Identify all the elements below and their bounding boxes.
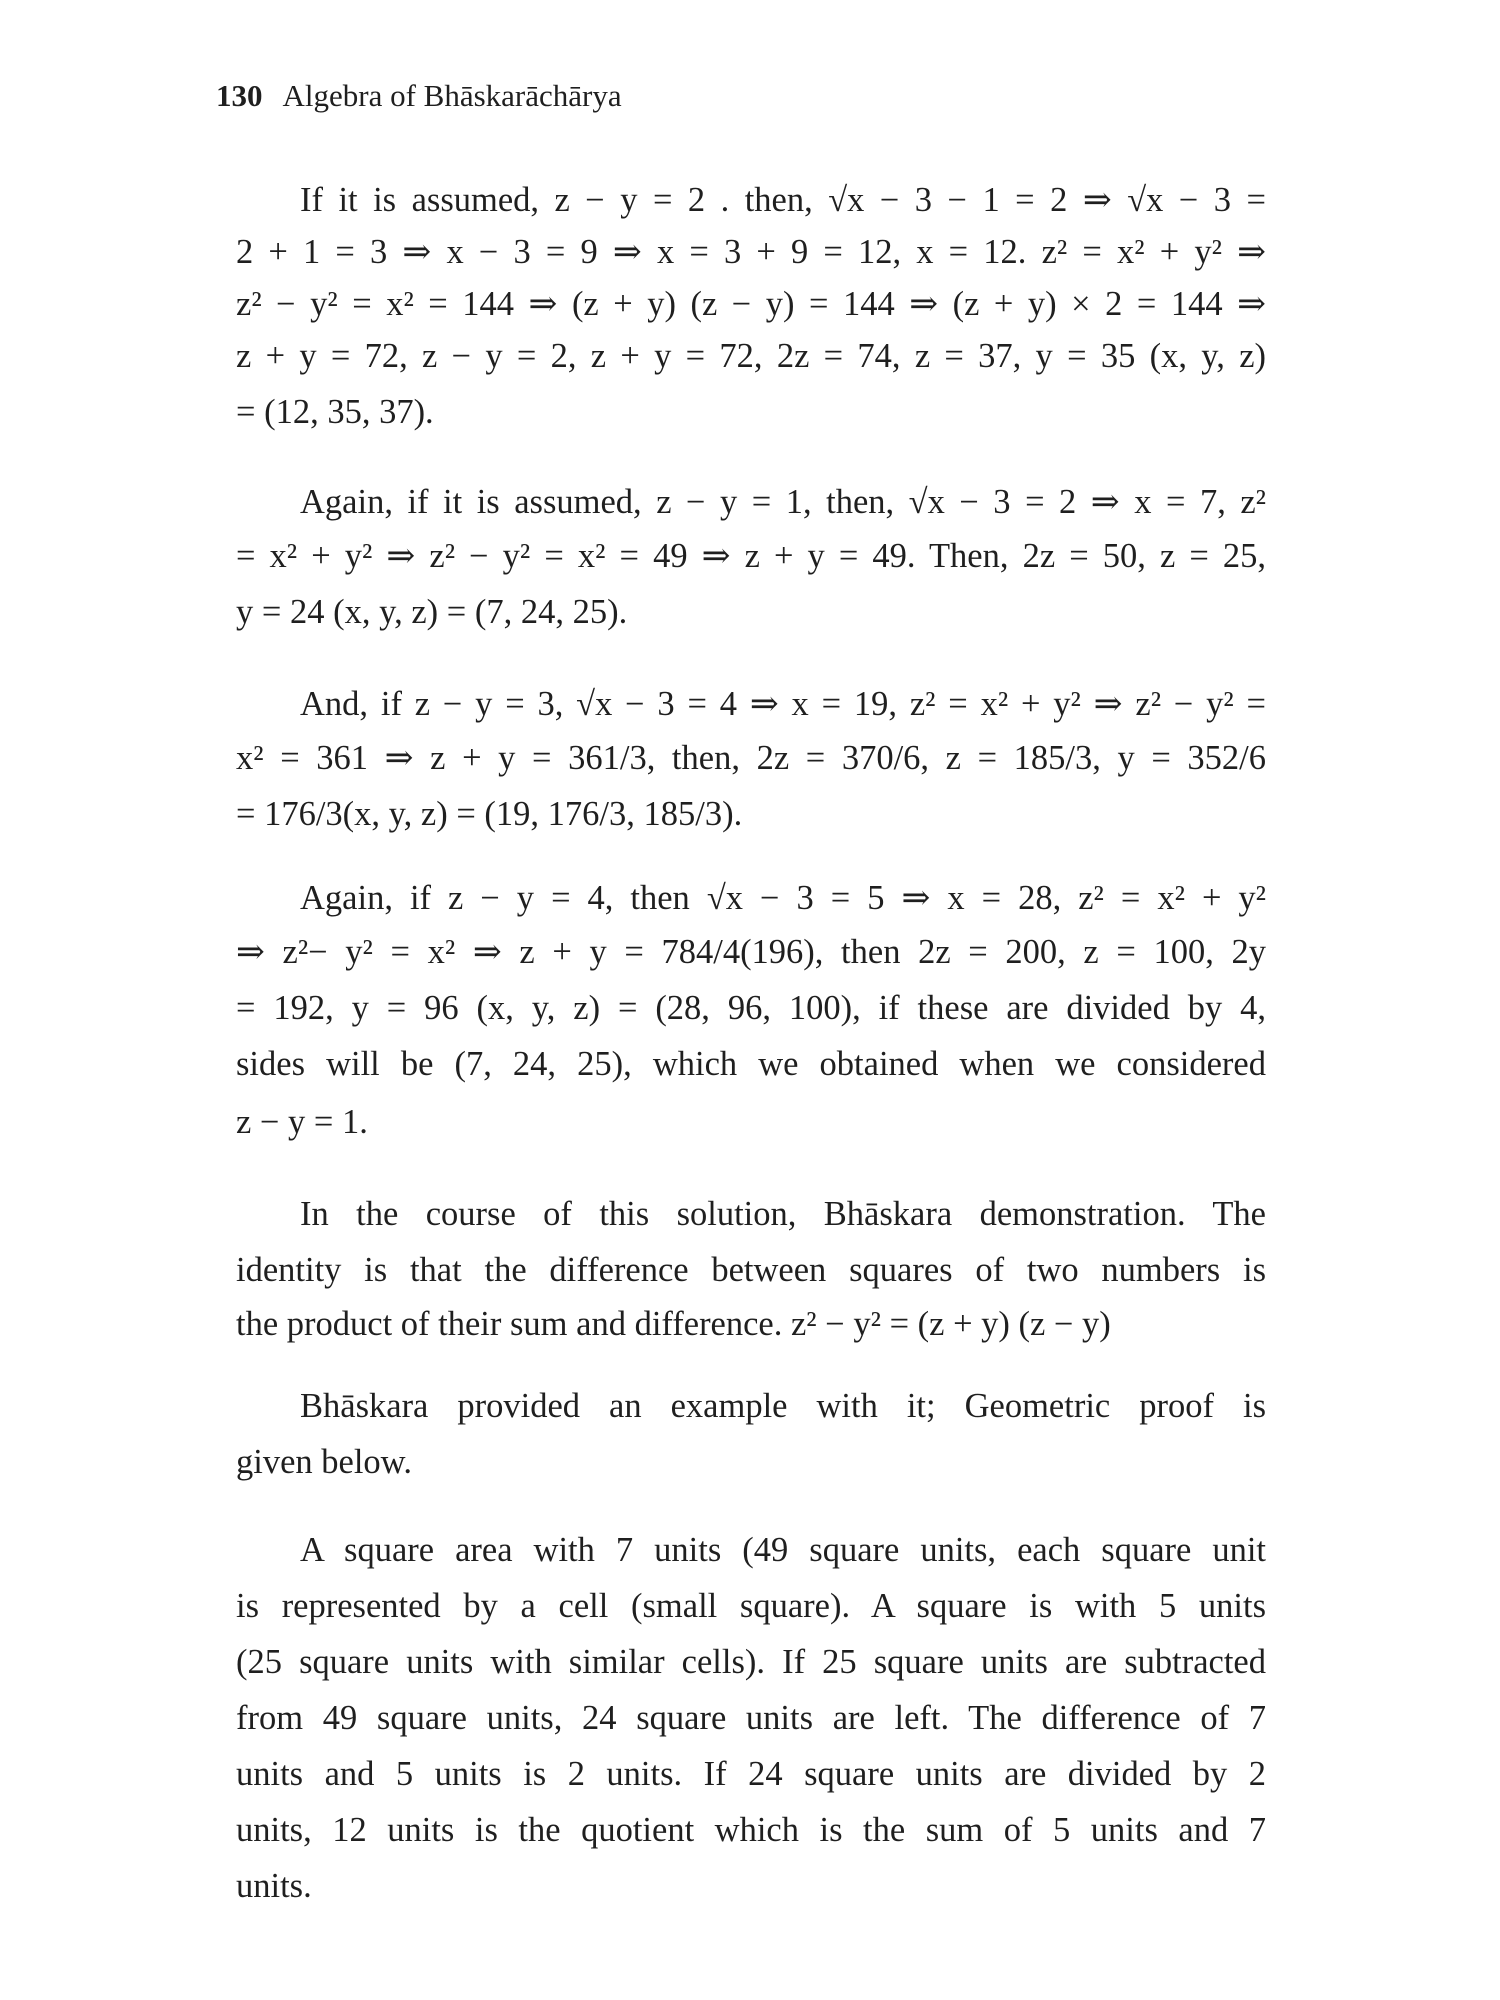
page-number: 130 [216, 78, 263, 113]
text-line: units. [236, 1867, 312, 1905]
text-line: = (12, 35, 37). [236, 393, 434, 431]
text-line: sides will be (7, 24, 25), which we obtained when we considered [236, 1045, 1266, 1083]
text-line: z² − y² = x² = 144 ⇒ (z + y) (z − y) = 144 ⇒ (z + y) × 2 = 144 ⇒ [236, 285, 1266, 323]
book-title: Algebra of Bhāskarāchārya [282, 78, 622, 113]
text-line: In the course of this solution, Bhāskara demonstration. The [300, 1195, 1266, 1233]
text-line: Again, if z − y = 4, then √x − 3 = 5 ⇒ x = 28, z² = x² + y² [300, 879, 1266, 917]
text-line: Bhāskara provided an example with it; Geometric proof is [300, 1387, 1266, 1425]
text-line: = 192, y = 96 (x, y, z) = (28, 96, 100), if these are divided by 4, [236, 989, 1266, 1027]
text-line: units, 12 units is the quotient which is the sum of 5 units and 7 [236, 1811, 1266, 1849]
text-line: x² = 361 ⇒ z + y = 361/3, then, 2z = 370/6, z = 185/3, y = 352/6 [236, 739, 1266, 777]
text-line: If it is assumed, z − y = 2 . then, √x − 3 − 1 = 2 ⇒ √x − 3 = [300, 181, 1266, 219]
text-line: from 49 square units, 24 square units are left. The difference of 7 [236, 1699, 1266, 1737]
text-line: ⇒ z²− y² = x² ⇒ z + y = 784/4(196), then 2z = 200, z = 100, 2y [236, 933, 1266, 971]
text-line: given below. [236, 1443, 412, 1481]
text-line: A square area with 7 units (49 square units, each square unit [300, 1531, 1266, 1569]
text-line: units and 5 units is 2 units. If 24 square units are divided by 2 [236, 1755, 1266, 1793]
text-line: 2 + 1 = 3 ⇒ x − 3 = 9 ⇒ x = 3 + 9 = 12, x = 12. z² = x² + y² ⇒ [236, 233, 1266, 271]
text-line: y = 24 (x, y, z) = (7, 24, 25). [236, 593, 628, 631]
text-line: = 176/3(x, y, z) = (19, 176/3, 185/3). [236, 795, 743, 833]
text-line: the product of their sum and difference. z² − y² = (z + y) (z − y) [236, 1305, 1111, 1343]
text-line: z − y = 1. [236, 1103, 368, 1141]
text-line: is represented by a cell (small square). A square is with 5 units [236, 1587, 1266, 1625]
text-line: And, if z − y = 3, √x − 3 = 4 ⇒ x = 19, z² = x² + y² ⇒ z² − y² = [300, 685, 1266, 723]
text-line: = x² + y² ⇒ z² − y² = x² = 49 ⇒ z + y = 49. Then, 2z = 50, z = 25, [236, 537, 1266, 575]
text-line: identity is that the difference between squares of two numbers is [236, 1251, 1266, 1289]
text-line: Again, if it is assumed, z − y = 1, then, √x − 3 = 2 ⇒ x = 7, z² [300, 483, 1266, 521]
text-line: z + y = 72, z − y = 2, z + y = 72, 2z = 74, z = 37, y = 35 (x, y, z) [236, 337, 1266, 375]
text-line: (25 square units with similar cells). If 25 square units are subtracted [236, 1643, 1266, 1681]
running-header [216, 76, 622, 116]
